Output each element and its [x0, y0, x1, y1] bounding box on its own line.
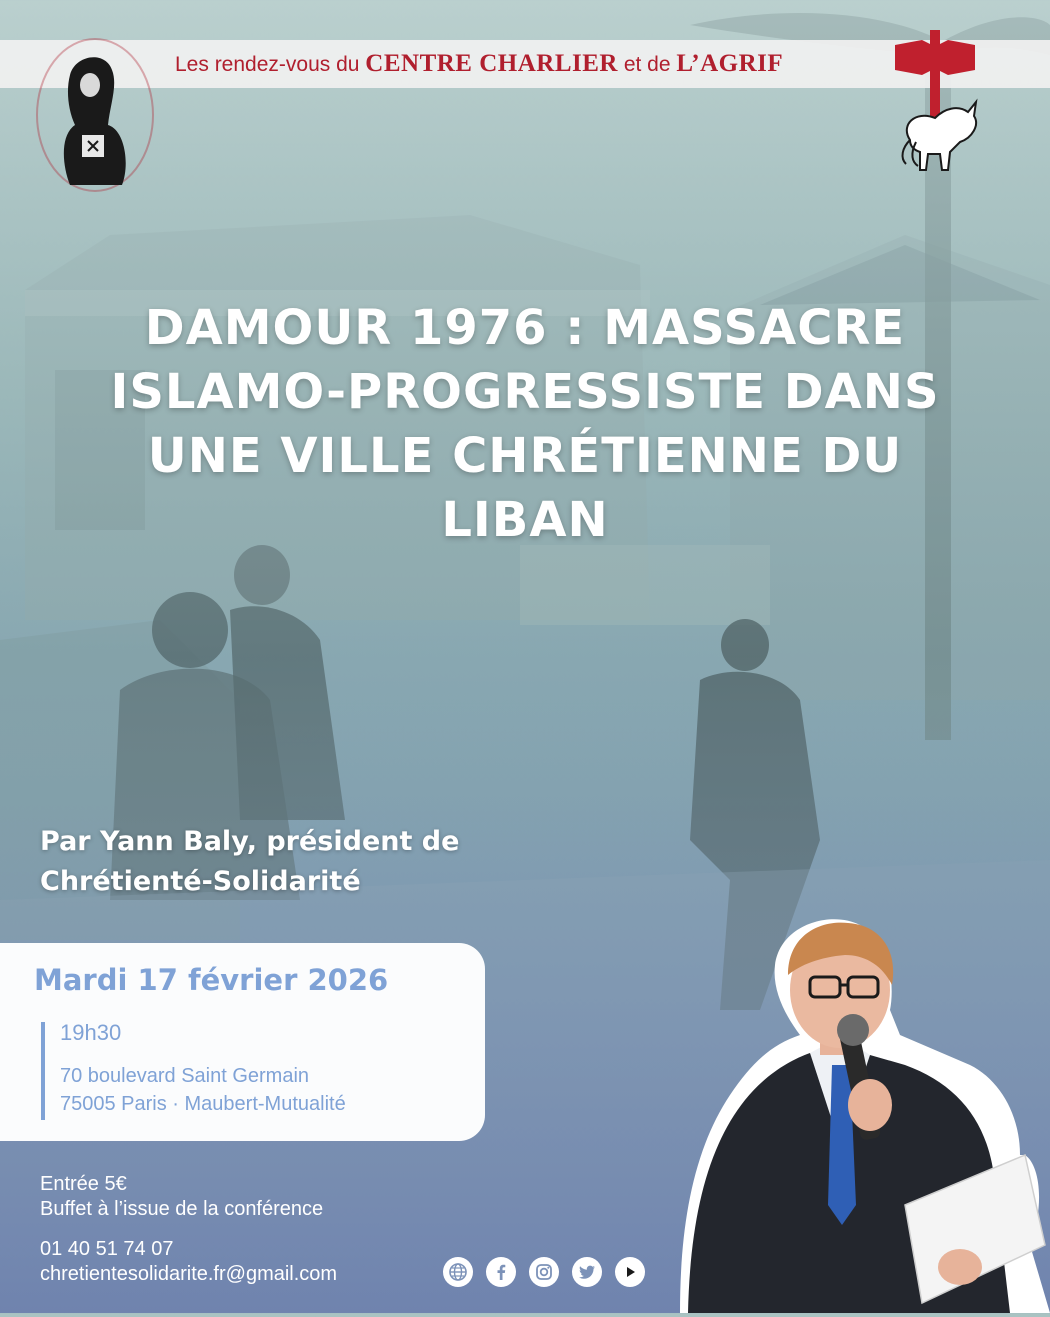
twitter-icon[interactable] [572, 1257, 602, 1287]
contact-email[interactable]: chretientesolidarite.fr@gmail.com [40, 1263, 338, 1285]
title-line: DAMOUR 1976 : MASSACRE [144, 300, 906, 356]
contact-phone[interactable]: 01 40 51 74 07 [40, 1238, 174, 1260]
speaker-portrait [660, 905, 1050, 1313]
social-icons [443, 1257, 645, 1287]
centre-charlier-logo-graphic [30, 25, 160, 200]
address-line-1: 70 boulevard Saint Germain [60, 1065, 310, 1087]
speaker-line-1: Par Yann Baly, président de [40, 826, 460, 857]
title-line: LIBAN [441, 492, 609, 548]
event-date: Mardi 17 février 2026 [34, 963, 389, 997]
entry-buffet: Buffet à l’issue de la conférence [40, 1198, 324, 1220]
header-text [175, 44, 783, 84]
cross-rooster-icon [890, 30, 990, 180]
contact-info [40, 1237, 337, 1287]
globe-icon[interactable] [443, 1257, 473, 1287]
event-address [60, 1062, 346, 1118]
event-time: 19h30 [60, 1020, 122, 1045]
entry-info [40, 1172, 323, 1222]
agrif-logo [890, 30, 990, 180]
youtube-icon[interactable] [615, 1257, 645, 1287]
title-line: UNE VILLE CHRÉTIENNE DU [147, 428, 903, 484]
instagram-icon[interactable] [529, 1257, 559, 1287]
info-accent-bar [41, 1022, 45, 1120]
event-title [40, 296, 1010, 552]
speaker-info [40, 822, 660, 902]
facebook-icon[interactable] [486, 1257, 516, 1287]
title-line: ISLAMO-PROGRESSISTE DANS [110, 364, 940, 420]
entry-price: Entrée 5€ [40, 1173, 127, 1195]
header-org-centre-charlier: CENTRE CHARLIER [365, 50, 618, 77]
header-connector: et de [623, 53, 671, 76]
header-prefix: Les rendez-vous du [175, 53, 360, 76]
centre-charlier-logo [30, 25, 160, 200]
speaker-line-2: Chrétienté-Solidarité [40, 866, 361, 897]
speaker-photo [660, 905, 1050, 1313]
header-org-agrif: L’AGRIF [676, 50, 784, 77]
address-line-2: 75005 Paris · Maubert-Mutualité [60, 1093, 346, 1115]
